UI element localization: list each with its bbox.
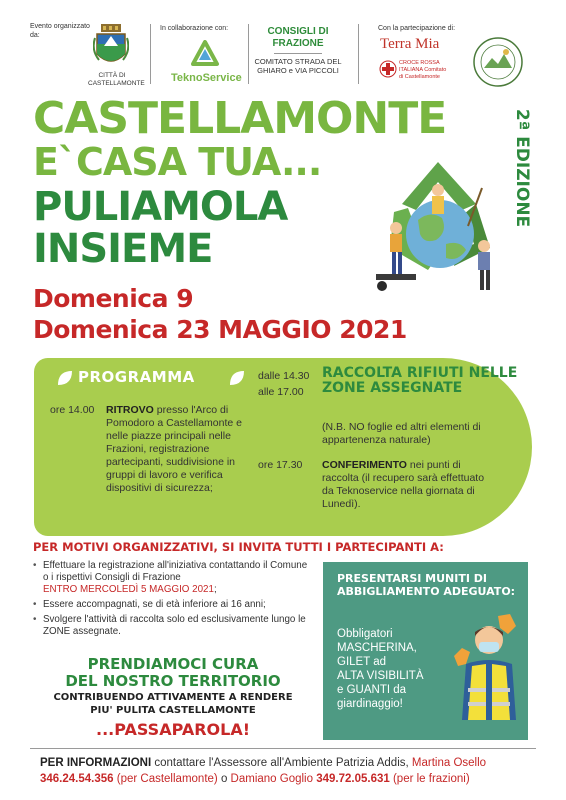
deadline-text: ENTRO MERCOLEDÌ 5 MAGGIO 2021 <box>43 584 214 595</box>
panel-line: GILET ad <box>337 656 387 668</box>
passaparola: ...PASSAPAROLA! <box>95 720 251 739</box>
cura-line1: PRENDIAMOCI CURA <box>87 655 259 673</box>
red-cross-icon <box>379 60 397 83</box>
evento-label: Evento organizzato da: <box>30 23 90 39</box>
raccolta-note: (N.B. NO foglie ed altri elementi di appartenenza naturale) <box>322 421 481 446</box>
city-crest-icon <box>93 24 129 73</box>
contrib-line2: PIU' PULITA CASTELLAMONTE <box>90 705 256 716</box>
leaf-icon <box>228 369 246 387</box>
croce-rossa-label: CROCE ROSSA ITALIANA Comitato di Castellamonte <box>399 60 447 80</box>
edizione-badge <box>508 98 532 238</box>
headline-line2: E`CASA TUA... <box>33 140 322 184</box>
footer-line2 <box>40 772 470 786</box>
worker-mask-illustration <box>452 612 526 727</box>
teknoservice-logo-icon <box>190 40 220 75</box>
bullet-item: • Effettuare la registrazione all'iniziativa contattando il Comune o i rispettivi Consigli di Frazione ENTRO MERCOLEDÌ 5 MAGGIO 2021; <box>33 560 311 596</box>
phone2: 349.72.05.631 <box>316 773 390 785</box>
ritrovo-block <box>106 404 246 495</box>
footer-line1 <box>40 756 486 770</box>
divider <box>358 24 359 84</box>
phone2-note: (per le frazioni) <box>392 773 470 785</box>
panel-line: giardinaggio! <box>337 698 403 710</box>
phone1-note: (per Castellamonte) <box>116 773 218 785</box>
martina-name: Martina Osello <box>411 757 487 769</box>
date-line1: Domenica 9 <box>33 284 194 313</box>
cura-line2: DEL NOSTRO TERRITORIO <box>65 672 281 690</box>
divider <box>248 24 249 84</box>
consigli-title: CONSIGLI DI FRAZIONE <box>267 26 329 49</box>
panel-title: PRESENTARSI MUNITI DI ABBIGLIAMENTO ADEGUATO: <box>337 572 516 598</box>
bullet-list <box>33 560 311 638</box>
panel-word: e <box>337 684 344 696</box>
panel-text <box>337 627 457 711</box>
ritrovo-time: ore 14.00 <box>50 404 95 416</box>
tekno-label: TeknoService <box>171 72 242 84</box>
phone1: 346.24.54.356 <box>40 773 114 785</box>
conf-title: CONFERIMENTO <box>322 459 407 471</box>
raccolta-title: RACCOLTA RIFIUTI NELLE ZONE ASSEGNATE <box>322 365 518 396</box>
programma-label: PROGRAMMA <box>78 368 195 386</box>
panel-line <box>337 683 457 697</box>
headline-line1: CASTELLAMONTE <box>33 93 447 144</box>
edizione-label: 2ª EDIZIONE <box>512 108 532 228</box>
or-text: o <box>220 773 228 785</box>
partecipazione-label: Con la partecipazione di: <box>378 25 456 32</box>
bullet-text: Effettuare la registrazione all'iniziativa contattando il Comune o i rispettivi Consigli di Frazione <box>43 560 308 583</box>
raccolta-time1: dalle 14.30 <box>258 370 310 382</box>
conf-text: nei punti di raccolta (il recupero sarà effettuato da Teknoservice nella giornata di Lunedì). <box>322 459 485 510</box>
headline-line4: INSIEME <box>33 226 213 272</box>
programma-tab <box>56 366 246 390</box>
leaf-icon <box>56 369 74 387</box>
association-seal-icon <box>472 36 524 93</box>
citta-label: CITTÀ DI CASTELLAMONTE <box>88 72 145 87</box>
bullet-item: • Essere accompagnati, se di età inferiore ai 16 anni; <box>33 599 311 611</box>
consigli-sub: COMITATO STRADA DEL GHIARO e VIA PICCOLI <box>254 57 342 75</box>
headline-line3: PULIAMOLA <box>33 184 288 230</box>
conf-time: ore 17.30 <box>258 459 303 471</box>
ritrovo-text: presso l'Arco di Pomodoro a Castellamonte e nelle piazze principali nelle Frazioni, registrazione partecipanti, suddivisione in gruppi di lavoro e verifica dispositivi di sicurezza; <box>106 404 242 494</box>
conf-block <box>322 459 494 511</box>
invito-line: PER MOTIVI ORGANIZZATIVI, SI INVITA TUTTI I PARTECIPANTI A: <box>33 540 444 554</box>
damiano-name: Damiano Goglio <box>230 773 314 785</box>
contrib-line1: CONTRIBUENDO ATTIVAMENTE A RENDERE <box>53 692 293 703</box>
collab-label: In collaborazione con: <box>160 25 229 32</box>
raccolta-time2: alle 17.00 <box>258 386 304 398</box>
panel-line: Obbligatori <box>337 628 393 640</box>
panel-line: ALTA VISIBILITÀ <box>337 670 424 682</box>
panel-word: da <box>393 684 407 696</box>
volunteers-globe-illustration <box>372 148 504 309</box>
bullet-item: • Svolgere l'attività di raccolta solo ed esclusivamente lungo le ZONE assegnate. <box>33 614 311 638</box>
info-text: contattare l'Assessore all'Ambiente Patrizia Addis, <box>154 757 409 769</box>
panel-line: MASCHERINA, <box>337 642 417 654</box>
date-line2: Domenica 23 MAGGIO 2021 <box>33 315 407 344</box>
divider <box>30 748 536 749</box>
ritrovo-title: RITROVO <box>106 404 154 416</box>
panel-word: GUANTI <box>346 684 391 696</box>
info-label: PER INFORMAZIONI <box>40 757 152 769</box>
divider <box>150 24 151 84</box>
divider <box>274 53 322 54</box>
terra-mia-label: Terra Mia <box>380 36 440 52</box>
